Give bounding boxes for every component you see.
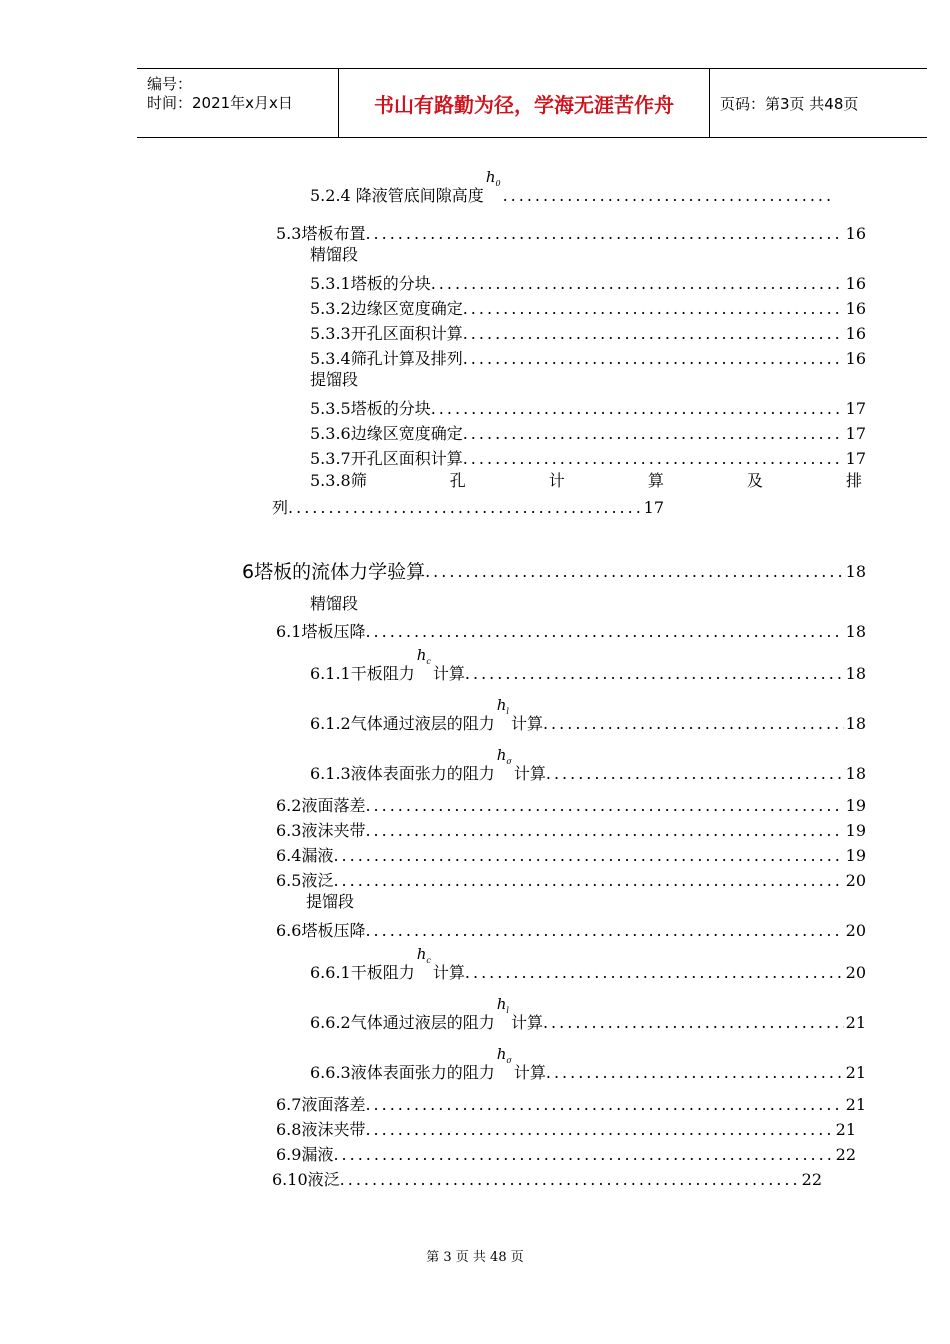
toc-entry-title: 6.1塔板压降	[276, 622, 366, 641]
dot-leader	[546, 1063, 844, 1083]
toc-page-number: 18	[845, 764, 866, 783]
number-label: 编号：	[147, 75, 193, 93]
toc-entry-suffix: 计算	[432, 963, 465, 982]
toc-page-number: 21	[845, 1095, 866, 1114]
symbol-hsigma: $h_\sigma$	[496, 1045, 512, 1065]
date-label: 时间：2021年x月x日	[147, 94, 293, 112]
toc-entry-suffix: 计算	[510, 714, 543, 733]
toc-entry-suffix: 计算	[513, 1063, 546, 1082]
toc-page-number: 16	[845, 324, 866, 343]
dot-leader	[465, 664, 844, 684]
toc-word: 5.3.8筛	[310, 471, 367, 490]
toc-entry-title: 6.10液泛	[272, 1170, 340, 1189]
toc-word: 计	[548, 471, 565, 490]
dot-leader	[431, 274, 844, 294]
toc-page-number: 20	[845, 963, 866, 982]
toc-page-number: 17	[643, 498, 664, 517]
toc-entry-6-5[interactable]	[276, 865, 866, 891]
toc-entry-title: 6.3液沫夹带	[276, 821, 366, 840]
section-label-rectifying: 精馏段	[310, 245, 359, 264]
toc-entry-6-7[interactable]	[276, 1089, 866, 1115]
toc-entry-6-6-3[interactable]	[310, 1045, 866, 1083]
toc-entry-title: 6.1.3液体表面张力的阻力	[310, 764, 495, 783]
toc-entry-suffix: 计算	[432, 664, 465, 683]
dot-leader	[365, 1095, 843, 1115]
toc-entry-6-8[interactable]	[276, 1114, 856, 1140]
toc-entry-5-3-1[interactable]	[310, 268, 866, 294]
toc-entry-title: 6.6.3液体表面张力的阻力	[310, 1063, 495, 1082]
toc-entry-suffix: 计算	[510, 1013, 543, 1032]
toc-entry-6-6[interactable]	[276, 915, 866, 941]
toc-entry-title: 6.6.1干板阻力	[310, 963, 415, 982]
toc-entry-title: 6.8液沫夹带	[276, 1120, 366, 1139]
dot-leader	[463, 349, 844, 369]
symbol-hl: $h_l$	[496, 696, 509, 716]
symbol-hc: $h_c$	[416, 646, 431, 666]
toc-page-number: 19	[845, 796, 866, 815]
dot-leader	[365, 622, 843, 642]
toc-word: 孔	[449, 471, 466, 490]
section-label-stripping: 提馏段	[306, 892, 355, 911]
toc-entry-title: 5.3.2边缘区宽度确定	[310, 299, 463, 318]
toc-entry-title: 5.3.7开孔区面积计算	[310, 449, 463, 468]
toc-page-number: 16	[845, 224, 866, 243]
toc-entry-title: 6.2液面落差	[276, 796, 366, 815]
toc-entry-title: 6.7液面落差	[276, 1095, 366, 1114]
toc-page-number: 22	[835, 1145, 856, 1164]
toc-entry-5-3-6[interactable]	[310, 418, 866, 444]
dot-leader	[365, 224, 843, 244]
toc-entry-title: 6.6.2气体通过液层的阻力	[310, 1013, 495, 1032]
toc-entry-6-10[interactable]	[272, 1164, 822, 1190]
toc-entry-title: 5.2.4 降液管底间隙高度	[310, 186, 484, 205]
toc-page-number: 17	[845, 399, 866, 418]
toc-entry-6-1[interactable]	[276, 616, 866, 642]
toc-page-number: 16	[845, 274, 866, 293]
page-label: 页码：第3页 共48页	[720, 94, 859, 113]
dot-leader	[425, 562, 844, 582]
toc-page-number: 17	[845, 424, 866, 443]
toc-entry-5-3-3[interactable]	[310, 318, 866, 344]
toc-entry-5-2-4[interactable]	[310, 168, 835, 206]
dot-leader	[333, 1145, 833, 1165]
toc-entry-6-4[interactable]	[276, 840, 866, 866]
toc-entry-title: 列	[272, 498, 289, 517]
dot-leader	[340, 1170, 800, 1190]
toc-entry-title: 6.5液泛	[276, 871, 334, 890]
toc-entry-5-3-4[interactable]	[310, 343, 866, 369]
toc-entry-6-1-3[interactable]	[310, 746, 866, 784]
dot-leader	[431, 399, 844, 419]
toc-page-number: 21	[845, 1063, 866, 1082]
toc-page-number: 19	[845, 821, 866, 840]
toc-chapter-6[interactable]	[242, 554, 866, 582]
toc-entry-title: 6.1.1干板阻力	[310, 664, 415, 683]
dot-leader	[543, 714, 844, 734]
toc-page-number: 22	[801, 1170, 822, 1189]
symbol-hl: $h_l$	[496, 995, 509, 1015]
toc-entry-title: 5.3.4筛孔计算及排列	[310, 349, 463, 368]
toc-page-number: 18	[845, 714, 866, 733]
page-footer: 第 3 页 共 48 页	[426, 1250, 524, 1265]
toc-entry-5-3-8-spread[interactable]	[310, 468, 862, 492]
toc-entry-6-6-2[interactable]	[310, 995, 866, 1033]
dot-leader	[463, 449, 844, 469]
toc-entry-title: 5.3.6边缘区宽度确定	[310, 424, 463, 443]
toc-page-number: 21	[845, 1013, 866, 1032]
dot-leader	[463, 299, 844, 319]
dot-leader	[546, 764, 844, 784]
toc-entry-title: 5.3.3开孔区面积计算	[310, 324, 463, 343]
symbol-h0: $h_0$	[485, 168, 501, 188]
toc-entry-6-1-1[interactable]	[310, 646, 866, 684]
toc-entry-5-3-7[interactable]	[310, 443, 866, 469]
dot-leader	[333, 846, 843, 866]
toc-page-number: 19	[845, 846, 866, 865]
toc-entry-6-1-2[interactable]	[310, 696, 866, 734]
symbol-hc: $h_c$	[416, 945, 431, 965]
toc-entry-suffix: 计算	[513, 764, 546, 783]
dot-leader	[365, 921, 843, 941]
toc-entry-title: 6塔板的流体力学验算	[242, 561, 426, 583]
dot-leader	[288, 498, 642, 518]
toc-page-number: 18	[845, 622, 866, 641]
toc-entry-5-3-5[interactable]	[310, 393, 866, 419]
toc-word: 算	[647, 471, 664, 490]
toc-page-number: 16	[845, 299, 866, 318]
toc-entry-title: 6.1.2气体通过液层的阻力	[310, 714, 495, 733]
toc-page-number: 18	[845, 664, 866, 683]
toc-entry-5-3[interactable]	[276, 218, 866, 244]
toc-entry-6-9[interactable]	[276, 1139, 856, 1165]
toc-page-number: 18	[845, 562, 866, 581]
toc-page-number: 20	[845, 921, 866, 940]
header-motto: 书山有路勤为径，学海无涯苦作舟	[339, 69, 710, 137]
dot-leader	[463, 424, 844, 444]
dot-leader	[365, 796, 843, 816]
dot-leader	[463, 324, 844, 344]
toc-entry-title: 6.9漏液	[276, 1145, 334, 1164]
toc-entry-5-3-2[interactable]	[310, 293, 866, 319]
dot-leader	[503, 186, 833, 206]
dot-leader	[333, 871, 843, 891]
toc-page-number: 16	[845, 349, 866, 368]
toc-entry-5-3-8-cont[interactable]	[272, 492, 664, 518]
dot-leader	[365, 1120, 833, 1140]
toc-entry-title: 6.6塔板压降	[276, 921, 366, 940]
section-label-stripping: 提馏段	[310, 370, 359, 389]
toc-entry-6-3[interactable]	[276, 815, 866, 841]
symbol-hsigma: $h_\sigma$	[496, 746, 512, 766]
dot-leader	[465, 963, 844, 983]
toc-page-number: 17	[845, 449, 866, 468]
toc-entry-title: 5.3塔板布置	[276, 224, 366, 243]
toc-entry-title: 5.3.5塔板的分块	[310, 399, 431, 418]
toc-entry-title: 5.3.1塔板的分块	[310, 274, 431, 293]
toc-entry-title: 6.4漏液	[276, 846, 334, 865]
dot-leader	[365, 821, 843, 841]
toc-page-number: 20	[845, 871, 866, 890]
section-label-rectifying: 精馏段	[310, 594, 359, 613]
toc-word: 及	[746, 471, 763, 490]
toc-entry-6-2[interactable]	[276, 790, 866, 816]
toc-word: 排	[845, 471, 862, 490]
dot-leader	[543, 1013, 844, 1033]
toc-page-number: 21	[835, 1120, 856, 1139]
toc-entry-6-6-1[interactable]	[310, 945, 866, 983]
